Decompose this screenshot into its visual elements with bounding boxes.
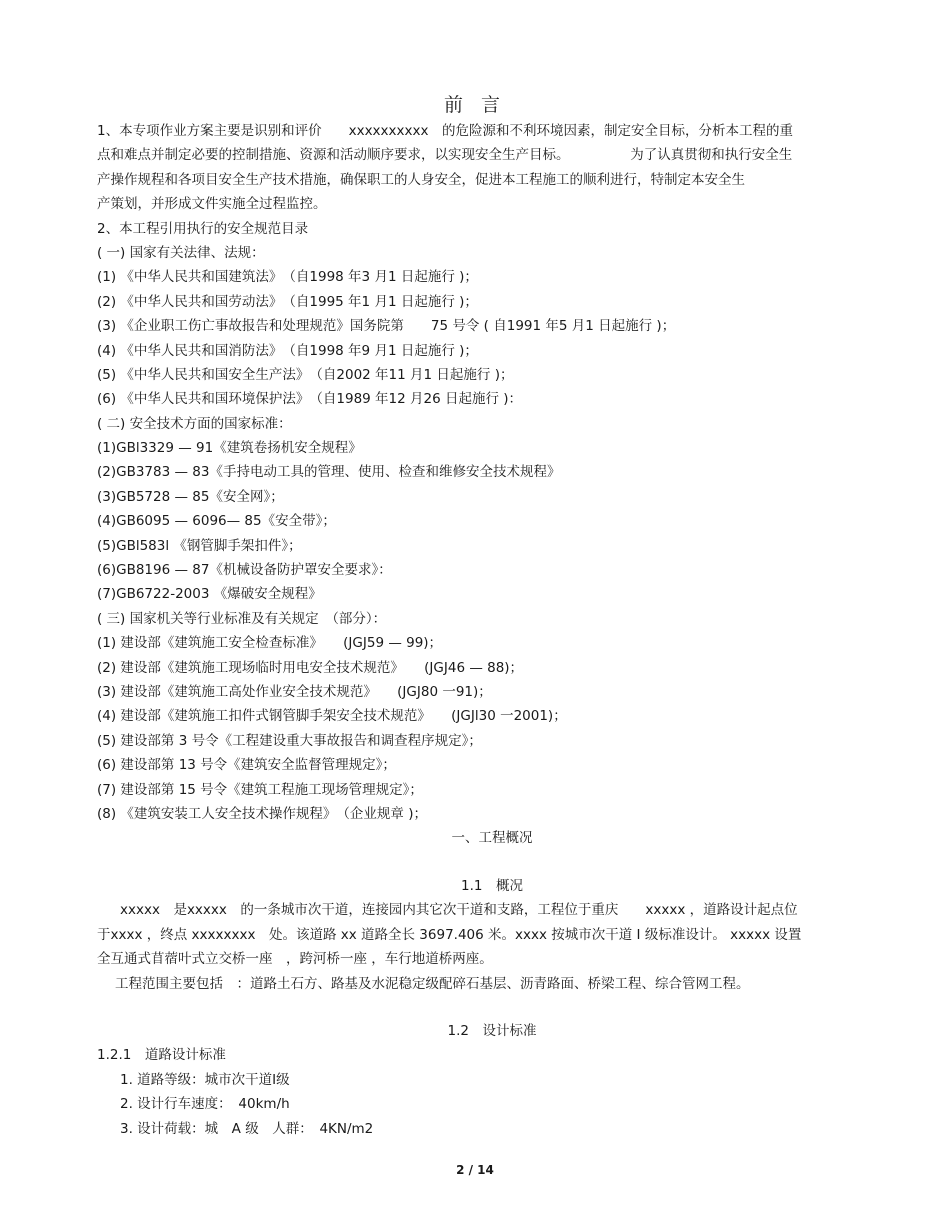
list-item: (7) 建设部第 15 号令《建筑工程施工现场管理规定》； [97,781,423,798]
intro-line: 点和难点并制定必要的控制措施、资源和活动顺序要求，以实现安全生产目标。 为了认真贯彻和执行安全生 [97,147,793,164]
section-heading: 1.2 设计标准 [447,1023,537,1039]
paragraph-line: xxxxx 是xxxxx 的一条城市次干道，连接园内其它次干道和支路，工程位于重庆 xxxxx ，道路设计起点位 [120,902,798,919]
list-item: (2) 建设部《建筑施工现场临时用电安全技术规范》 (JGJ46 — 88)； [97,659,524,676]
list-item: (3) 建设部《建筑施工高处作业安全技术规范》 (JGJ80 一91)； [97,683,492,700]
chapter-title: 一、工程概况 [451,830,533,847]
section-1-2 [97,1019,887,1141]
list-item: 1. 道路等级：城市次干道Ⅰ级 [120,1071,290,1088]
list-item: (8) 《建筑安装工人安全技术操作规程》 （企业规章 )； [97,805,427,822]
list-item: (1)GBl3329 — 91《建筑卷扬机安全规程》 [97,440,362,457]
list-item: (5) 建设部第 3 号令《工程建设重大事故报告和调查程序规定》； [97,732,482,749]
intro-line: 2、本工程引用执行的安全规范目录 [97,220,309,237]
list-item: (1) 建设部《建筑施工安全检查标准》 (JGJ59 — 99)； [97,635,443,652]
intro-line: 产操作规程和各项目安全生产技术措施，确保职工的人身安全，促进本工程施工的顺利进行，特制定本安全生 [97,171,745,188]
list-item: (7)GB6722-2003 《爆破安全规程》 [97,586,322,603]
page-number: 2 / 14 [456,1163,494,1177]
list-item: (6)GB8196 — 87《机械设备防护罩安全要求》： [97,562,392,579]
list-item: (6) 建设部第 13 号令《建筑安全监督管理规定》； [97,757,396,774]
list-item: (6) 《中华人民共和国环境保护法》 （自1989 年12 月26 日起施行 )： [97,391,523,408]
list-item: 2. 设计行车速度： 40km/h [120,1096,290,1113]
section-heading: ( 三) 国家机关等行业标准及有关规定 （部分）： [97,610,387,627]
section-heading: 1.1 概况 [461,878,523,894]
section-heading: ( 二) 安全技术方面的国家标准： [97,415,292,432]
intro-line: 1、本专项作业方案主要是识别和评价 xxxxxxxxxx 的危险源和不利环境因素，制定安全目标，分析本工程的重 [97,123,793,139]
intro-block [97,119,887,851]
list-item: (2)GB3783 — 83《手持电动工具的管理、使用、检查和维修安全技术规程》 [97,464,561,481]
paragraph-line: 工程范围主要包括 ：道路土石方、路基及水泥稳定级配碎石基层、沥青路面、桥梁工程、综合管网工程。 [115,975,750,992]
section-1-1 [97,874,887,996]
list-item: (4) 建设部《建筑施工扣件式钢管脚手架安全技术规范》 (JGJl30 一2001)； [97,708,567,725]
list-item: (2) 《中华人民共和国劳动法》 （自1995 年1 月1 日起施行 )； [97,293,478,310]
list-item: (4)GB6095 — 6096— 85《安全带》； [97,513,336,530]
list-item: (5)GBl583l 《钢管脚手架扣件》； [97,537,302,554]
list-item: (1) 《中华人民共和国建筑法》 （自1998 年3 月1 日起施行 )； [97,269,478,286]
page-title: 前 言 [443,94,507,116]
intro-line: 产策划，并形成文件实施全过程监控。 [97,196,327,213]
paragraph-line: 全互通式苜蓿叶式立交桥一座 ，跨河桥一座 ，车行地道桥两座。 [97,951,493,968]
sub-heading: 1.2.1 道路设计标准 [97,1047,226,1064]
list-item: 3. 设计荷载：城 A 级 人群： 4KN/m2 [120,1120,374,1137]
list-item: (5) 《中华人民共和国安全生产法》 （自2002 年11 月1 日起施行 )； [97,366,514,383]
section-heading: ( 一) 国家有关法律、法规： [97,244,265,261]
paragraph-line: 于xxxx ，终点 xxxxxxxx 处。该道路 xx 道路全长 3697.406 米。xxxx 按城市次干道 Ⅰ 级标准设计。 xxxxx 设置 [97,926,802,943]
list-item: (3)GB5728 — 85《安全网》； [97,488,284,505]
list-item: (3) 《企业职工伤亡事故报告和处理规范》国务院第 75 号令 ( 自1991 年5 月1 日起施行 )； [97,318,676,335]
list-item: (4) 《中华人民共和国消防法》 （自1998 年9 月1 日起施行 )； [97,342,478,359]
